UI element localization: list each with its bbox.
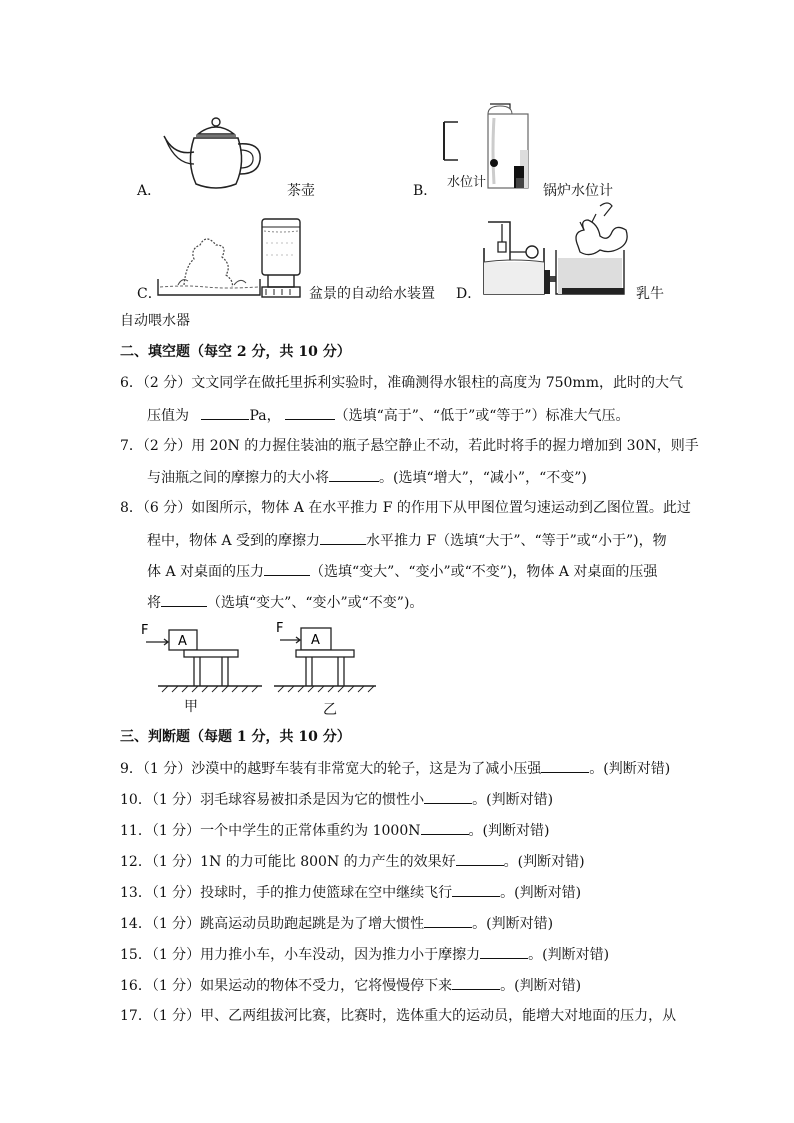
- q8-fig-right-label: 乙: [323, 702, 337, 718]
- teapot-figure: [160, 112, 270, 194]
- judge-blank[interactable]: [424, 789, 472, 804]
- q8-l3-suffix: （选填“变大”、“变小”或“不变”)，物体 A 对桌面的压强: [310, 564, 658, 580]
- judge-suffix: 。(判断对错): [503, 854, 585, 870]
- block-a-label: A: [178, 634, 187, 649]
- judge-text: 10．（1 分）羽毛球容易被扣杀是因为它的惯性小: [120, 792, 425, 808]
- q8-blank-2[interactable]: [264, 561, 310, 576]
- q7-blank[interactable]: [329, 467, 379, 482]
- judge-item: [120, 913, 553, 934]
- judge-item: [120, 944, 609, 965]
- force-label: F: [141, 623, 149, 638]
- q8-line3: [147, 561, 657, 582]
- q6-blank-1[interactable]: [201, 405, 249, 420]
- judge-item: [120, 851, 585, 872]
- q8-line2: [147, 530, 667, 551]
- option-a-letter: A．: [137, 183, 162, 199]
- q8-line1: 8．（6 分）如图所示，物体 A 在水平推力 F 的作用下从甲图位置匀速运动到乙图位置。此过: [120, 500, 691, 516]
- judge-text: 9．（1 分）沙漠中的越野车装有非常宽大的轮子，这是为了减小压强: [120, 761, 542, 777]
- judge-blank[interactable]: [452, 882, 500, 897]
- option-b-caption: 锅炉水位计: [543, 183, 613, 199]
- q8-blank-1[interactable]: [320, 530, 366, 545]
- q7-line1: 7．（2 分）用 20N 的力握住装油的瓶子悬空静止不动，若此时将手的握力增加到 30N，则手: [120, 438, 699, 454]
- q8-l4-prefix: 将: [147, 595, 161, 611]
- block-a-label: A: [311, 633, 320, 648]
- q6-prefix: 压值为: [147, 408, 189, 424]
- force-arrow: [280, 637, 300, 643]
- judge-text: 11．（1 分）一个中学生的正常体重约为 1000N: [120, 823, 421, 839]
- q8-l2-suffix: 水平推力 F（选填“大于”、“等于”或“小于”)，物: [366, 533, 667, 549]
- option-d-letter: D．: [456, 286, 482, 302]
- q6-suffix: （选填“高于”、“低于”或“等于”）标准大气压。: [334, 408, 630, 424]
- q6-blank-2[interactable]: [285, 405, 335, 420]
- judge-blank[interactable]: [424, 913, 472, 928]
- judge-text: 12．（1 分）1N 的力可能比 800N 的力产生的效果好: [120, 854, 456, 870]
- q6-line2: [147, 405, 630, 426]
- force-label: F: [276, 621, 284, 636]
- q17-line1: 17．（1 分）甲、乙两组拔河比赛，比赛时，选体重大的运动员，能增大对地面的压力，从: [120, 1008, 677, 1024]
- q8-figure-yi: [272, 618, 382, 692]
- judge-text: 14．（1 分）跳高运动员助跑起跳是为了增大惯性: [120, 916, 425, 932]
- q8-line4: [147, 592, 423, 613]
- judge-item: [120, 882, 581, 903]
- judge-blank[interactable]: [541, 758, 589, 773]
- judge-suffix: 。(判断对错): [472, 916, 554, 932]
- option-b-inner-label: 水位计: [447, 175, 487, 190]
- q8-blank-3[interactable]: [161, 592, 207, 607]
- judge-blank[interactable]: [456, 851, 504, 866]
- judge-text: 15．（1 分）用力推小车，小车没动，因为推力小于摩擦力: [120, 947, 481, 963]
- option-b-letter: B．: [413, 183, 438, 199]
- q7-line2: [147, 467, 587, 488]
- section2-title: 二、填空题（每空 2 分，共 10 分）: [120, 344, 351, 360]
- judge-suffix: 。(判断对错): [472, 792, 554, 808]
- judge-text: 16．（1 分）如果运动的物体不受力，它将慢慢停下来: [120, 978, 453, 994]
- q8-l2-prefix: 程中，物体 A 受到的摩擦力: [147, 533, 321, 549]
- option-c-letter: C．: [137, 286, 162, 302]
- judge-blank[interactable]: [421, 820, 469, 835]
- q8-figure-jia: [140, 620, 270, 692]
- section3-title: 三、判断题（每题 1 分，共 10 分）: [120, 729, 351, 745]
- q7-suffix: 。(选填“增大”，“减小”，“不变”): [379, 470, 587, 486]
- option-d-caption: 乳牛: [636, 286, 664, 302]
- judge-suffix: 。(判断对错): [468, 823, 550, 839]
- judge-suffix: 。(判断对错): [500, 978, 582, 994]
- judge-suffix: 。(判断对错): [528, 947, 610, 963]
- judge-suffix: 。(判断对错): [500, 885, 582, 901]
- judge-text: 13．（1 分）投球时，手的推力使篮球在空中继续飞行: [120, 885, 453, 901]
- q8-l3-prefix: 体 A 对桌面的压力: [147, 564, 265, 580]
- judge-item: [120, 789, 553, 810]
- table-top: [296, 650, 354, 657]
- judge-suffix: 。(判断对错): [589, 761, 671, 777]
- q7-prefix: 与油瓶之间的摩擦力的大小将: [147, 470, 329, 486]
- q8-l4-suffix: （选填“变大”、“变小”或“不变”)。: [207, 595, 424, 611]
- judge-blank[interactable]: [480, 944, 528, 959]
- q8-fig-left-label: 甲: [184, 699, 198, 715]
- judge-item: [120, 975, 581, 996]
- force-arrow: [146, 639, 168, 645]
- option-c-caption: 盆景的自动给水装置: [309, 286, 435, 302]
- option-d-caption-cont: 自动喂水器: [120, 313, 190, 329]
- judge-item: [120, 758, 670, 779]
- q6-line1: 6．（2 分）文文同学在做托里拆利实验时，准确测得水银柱的高度为 750mm，此时的大气: [120, 375, 683, 391]
- judge-item: [120, 820, 549, 841]
- judge-blank[interactable]: [452, 975, 500, 990]
- table-top: [184, 650, 238, 657]
- option-a-caption: 茶壶: [287, 183, 315, 199]
- cow-feeder-figure: [480, 202, 630, 302]
- q6-mid: Pa，: [249, 408, 281, 424]
- bonsai-water-figure: [156, 215, 316, 301]
